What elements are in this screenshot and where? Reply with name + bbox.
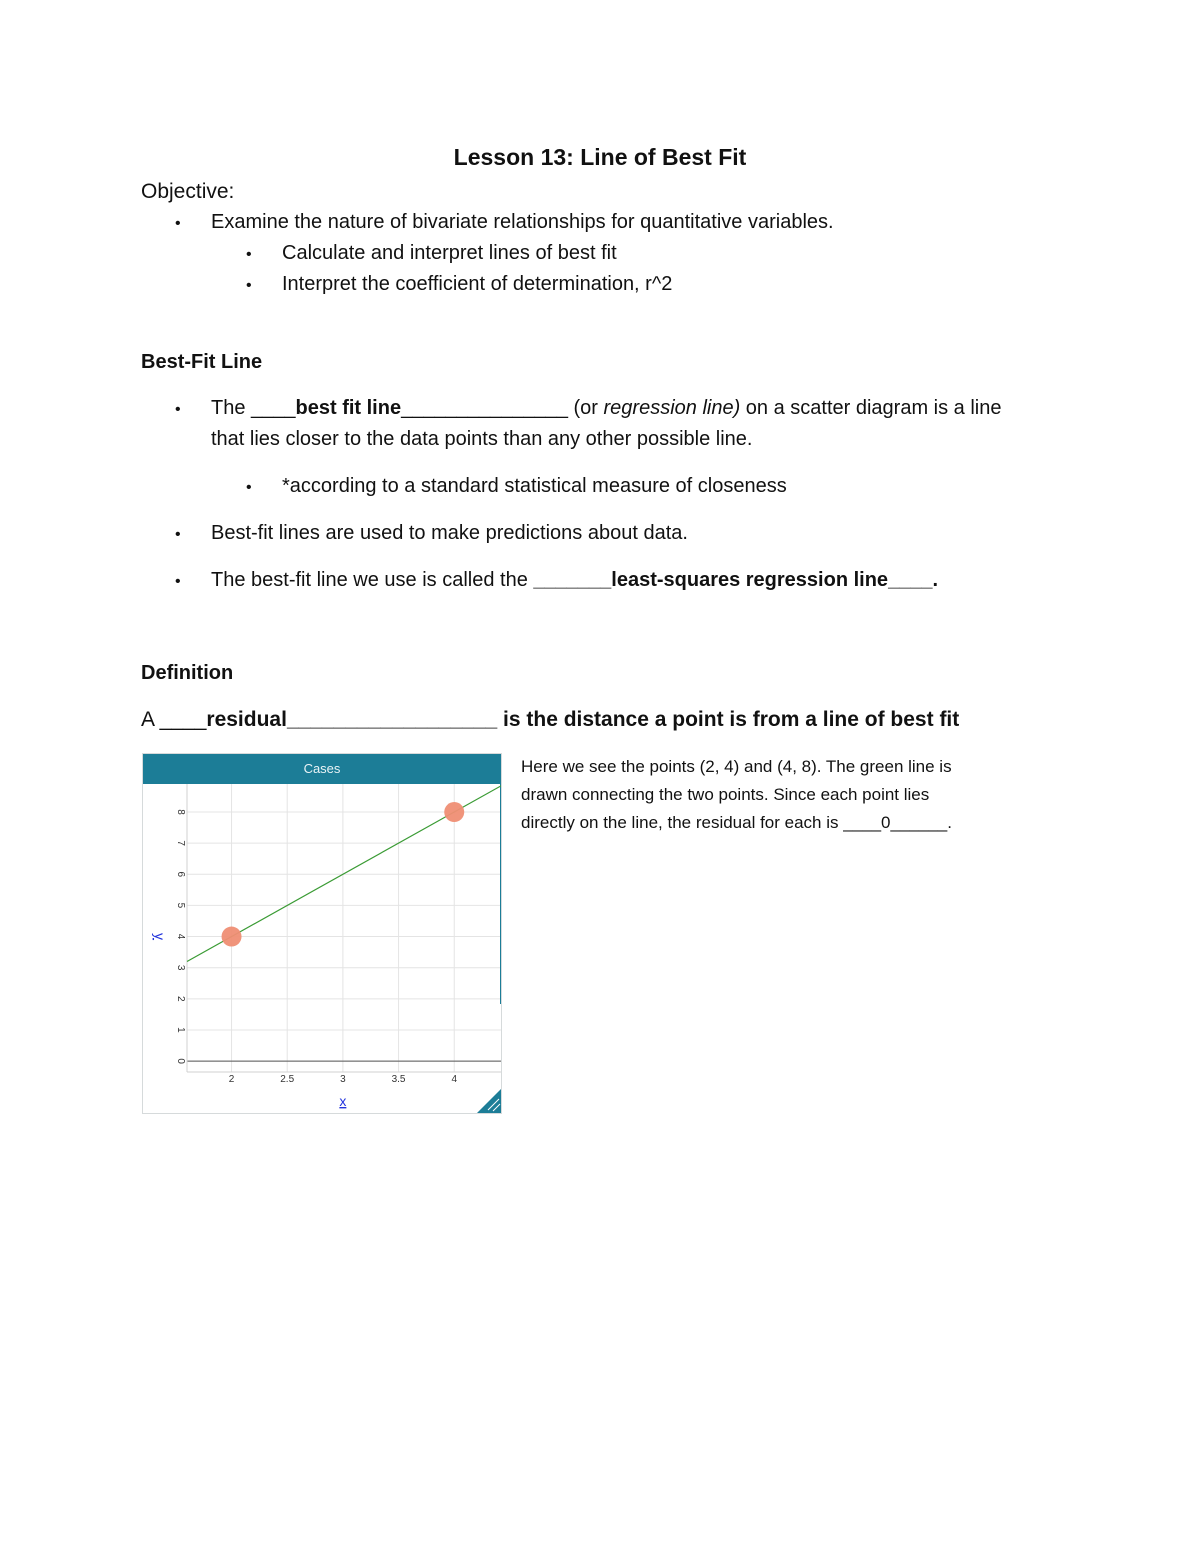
bestfit-heading: Best-Fit Line (141, 351, 263, 373)
bestfit-bullet-2: Best-fit lines are used to make predictions about data. (211, 522, 688, 544)
y-tick-label: 8 (175, 809, 186, 815)
x-axis-label: x (339, 1093, 347, 1109)
objective-main: Examine the nature of bivariate relationships for quantitative variables. (211, 211, 834, 233)
explanation-line-3: directly on the line, the residual for each is ____0______. (521, 813, 952, 832)
y-tick-label: 0 (175, 1058, 186, 1064)
definition-heading: Definition (141, 662, 234, 684)
b1-italic: regression line) (603, 397, 741, 419)
def-post: is the distance a point is from a line of best fit (497, 708, 960, 731)
chart-svg (143, 754, 502, 1114)
b1-fill: best fit line (295, 397, 402, 419)
explanation-line-1: Here we see the points (2, 4) and (4, 8). The green line is (521, 757, 952, 776)
bullet-icon: • (246, 277, 252, 294)
b3-fill: least-squares regression line (611, 569, 889, 591)
def-blank: __________________ (286, 708, 498, 731)
bullet-icon: • (246, 479, 252, 496)
data-point (444, 802, 464, 822)
bullet-icon: • (246, 246, 252, 263)
y-tick-label: 6 (175, 871, 186, 878)
y-tick-label: 5 (175, 902, 186, 909)
bullet-icon: • (175, 215, 181, 232)
data-point (222, 927, 242, 947)
y-axis-label: y (152, 933, 168, 941)
def-fill: residual (206, 708, 287, 731)
x-tick-label: 3.5 (391, 1074, 406, 1085)
b1-post: on a scatter diagram is a line (740, 397, 1002, 419)
y-tick-label: 1 (175, 1027, 186, 1033)
objective-sub1: Calculate and interpret lines of best fit (282, 242, 617, 264)
bestfit-sub-note: *according to a standard statistical measure of closeness (282, 475, 787, 497)
chart-title: Cases (143, 754, 501, 784)
y-tick-label: 3 (175, 964, 186, 971)
b1-open: (or (567, 397, 604, 419)
b1-blank: _______________ (401, 397, 568, 419)
b3-end: ____. (888, 569, 939, 591)
x-tick-label: 3 (340, 1074, 346, 1085)
definition-sentence (141, 708, 959, 732)
bestfit-bullet-3 (211, 569, 938, 592)
y-tick-label: 4 (175, 933, 186, 940)
objective-label: Objective: (141, 180, 235, 203)
b3-blank: _______ (533, 569, 612, 591)
bullet-icon: • (175, 526, 181, 543)
objective-sub2: Interpret the coefficient of determination, r^2 (282, 273, 673, 295)
page-title: Lesson 13: Line of Best Fit (453, 144, 747, 170)
b3-pre: The best-fit line we use is called the (211, 569, 534, 591)
y-tick-label: 7 (175, 840, 186, 846)
scatter-chart (142, 753, 502, 1114)
y-tick-label: 2 (175, 996, 186, 1002)
b1-line2: that lies closer to the data points than any other possible line. (211, 428, 753, 450)
x-tick-label: 2 (228, 1074, 235, 1085)
bestfit-bullet-1 (211, 397, 1002, 420)
b1-pre: The ____ (211, 397, 296, 419)
x-tick-label: 2.5 (280, 1074, 295, 1085)
explanation-line-2: drawn connecting the two points. Since each point lies (521, 785, 930, 804)
bullet-icon: • (175, 573, 181, 590)
bullet-icon: • (175, 401, 181, 418)
def-pre: A ____ (141, 708, 207, 731)
x-tick-label: 4 (451, 1074, 458, 1085)
